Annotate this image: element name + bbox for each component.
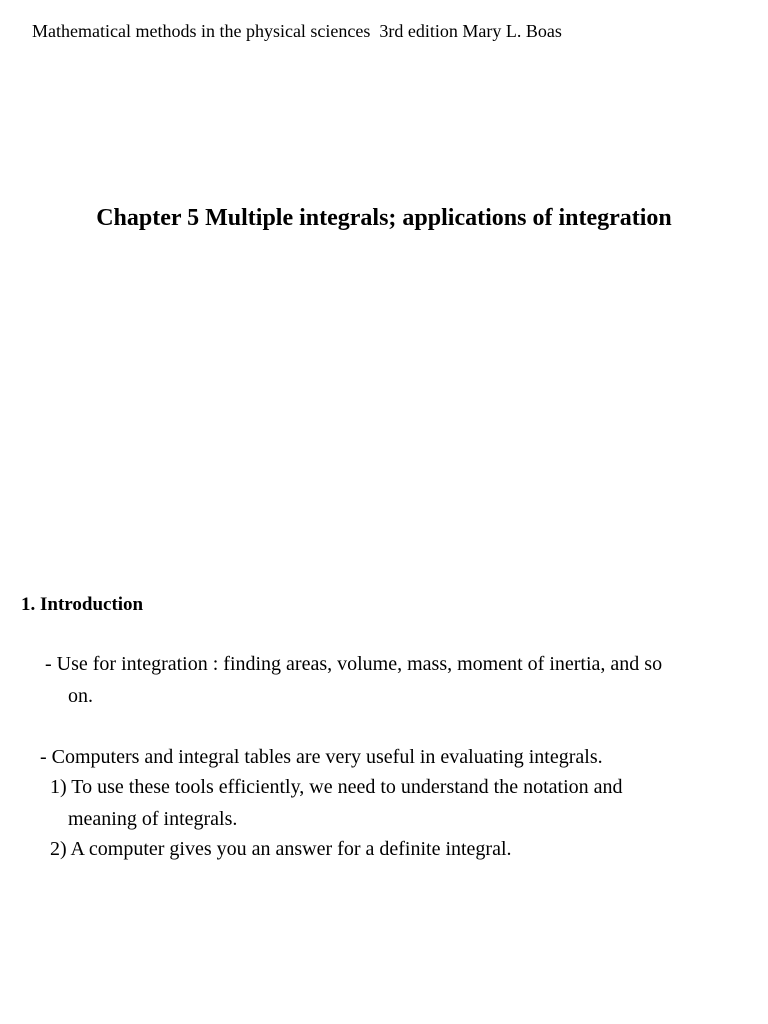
document-header: Mathematical methods in the physical sciences 3rd edition Mary L. Boas bbox=[32, 21, 562, 41]
chapter-title: Chapter 5 Multiple integrals; applications of integration bbox=[96, 205, 672, 231]
numbered-item-2: 2) A computer gives you an answer for a definite integral. bbox=[50, 838, 512, 860]
numbered-item-1: 1) To use these tools efficiently, we need to understand the notation and bbox=[50, 776, 623, 798]
bullet-computers-and-tables: - Computers and integral tables are very useful in evaluating integrals. bbox=[40, 746, 603, 768]
section-heading-introduction: 1. Introduction bbox=[21, 594, 144, 615]
numbered-item-1-continued: meaning of integrals. bbox=[68, 808, 238, 830]
bullet-use-for-integration: - Use for integration : finding areas, volume, mass, moment of inertia, and so bbox=[45, 653, 663, 675]
bullet-use-for-integration-continued: on. bbox=[68, 685, 93, 707]
